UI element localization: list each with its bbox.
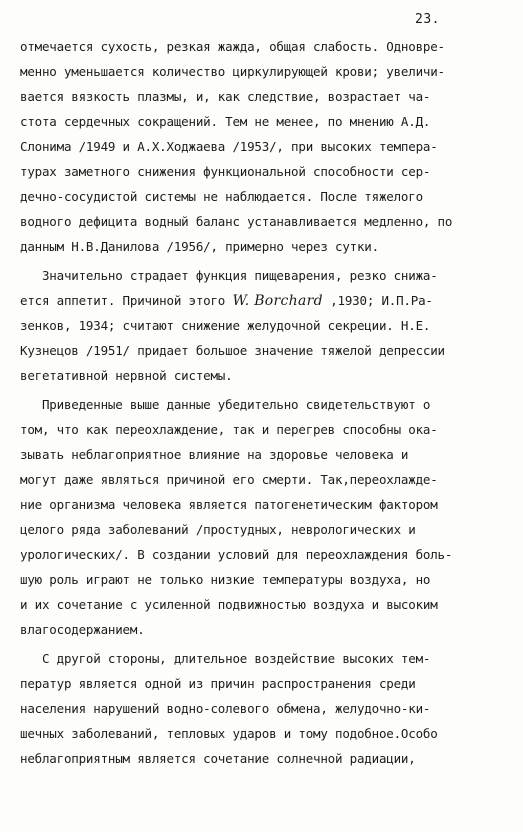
- text-line-with-handwritten-name: [20, 288, 490, 313]
- text-line: Кузнецов /1951/ придает большое значение тяжелой депрессии: [20, 343, 445, 358]
- text-line: Значительно страдает функция пищеварения, резко снижа-: [20, 268, 438, 283]
- text-line: данным Н.В.Данилова /1956/, примерно через сутки.: [20, 239, 379, 254]
- body-text: [20, 34, 490, 771]
- paragraph-4: [20, 646, 490, 771]
- text-line: зывать неблагоприятное влияние на здоровье человека и: [20, 447, 409, 462]
- text-line: С другой стороны, длительное воздействие высоких тем-: [20, 651, 431, 666]
- text-line: ператур является одной из причин распространения среди: [20, 676, 416, 691]
- paragraph-1: [20, 34, 490, 259]
- text-line: целого ряда заболеваний /простудных, неврологических и: [20, 522, 416, 537]
- text-line: вается вязкость плазмы, и, как следствие, возрастает ча-: [20, 89, 431, 104]
- text-line: неблагоприятным является сочетание солнечной радиации,: [20, 751, 416, 766]
- text-line: влагосодержанием.: [20, 622, 145, 637]
- text-segment: ,1930; И.П.Ра-: [322, 293, 433, 308]
- text-line: шечных заболеваний, тепловых ударов и тому подобное.Особо: [20, 726, 438, 741]
- text-line: могут даже являться причиной его смерти. Так,переохлажде-: [20, 472, 438, 487]
- page-number: 23.: [415, 12, 440, 27]
- handwritten-author-name: W. Borchard: [232, 293, 323, 309]
- text-line: урологических/. В создании условий для переохлаждения боль-: [20, 547, 453, 562]
- text-line: том, что как переохлаждение, так и перегрев способны ока-: [20, 422, 438, 437]
- text-segment: ется аппетит. Причиной этого: [20, 293, 233, 308]
- text-line: ние организма человека является патогенетическим фактором: [20, 497, 438, 512]
- text-line: водного дефицита водный баланс устанавливается медленно, по: [20, 214, 453, 229]
- text-line: турах заметного снижения функциональной способности сер-: [20, 164, 431, 179]
- text-line: отмечается сухость, резкая жажда, общая слабость. Одновре-: [20, 39, 445, 54]
- text-line: и их сочетание с усиленной подвижностью воздуха и высоким: [20, 597, 438, 612]
- text-line: менно уменьшается количество циркулирующей крови; увеличи-: [20, 64, 445, 79]
- paragraph-2: [20, 263, 490, 388]
- text-line: стота сердечных сокращений. Тем не менее, по мнению А.Д.: [20, 114, 431, 129]
- text-line: вегетативной нервной системы.: [20, 368, 233, 383]
- text-line: Слонима /1949 и А.Х.Ходжаева /1953/, при высоких темпера-: [20, 139, 438, 154]
- text-line: Приведенные выше данные убедительно свидетельствуют о: [20, 397, 431, 412]
- text-line: дечно-сосудистой системы не наблюдается. После тяжелого: [20, 189, 423, 204]
- paragraph-3: [20, 392, 490, 642]
- text-line: шую роль играют не только низкие температуры воздуха, но: [20, 572, 431, 587]
- text-line: населения нарушений водно-солевого обмена, желудочно-ки-: [20, 701, 431, 716]
- text-line: зенков, 1934; считают снижение желудочной секреции. Н.Е.: [20, 318, 431, 333]
